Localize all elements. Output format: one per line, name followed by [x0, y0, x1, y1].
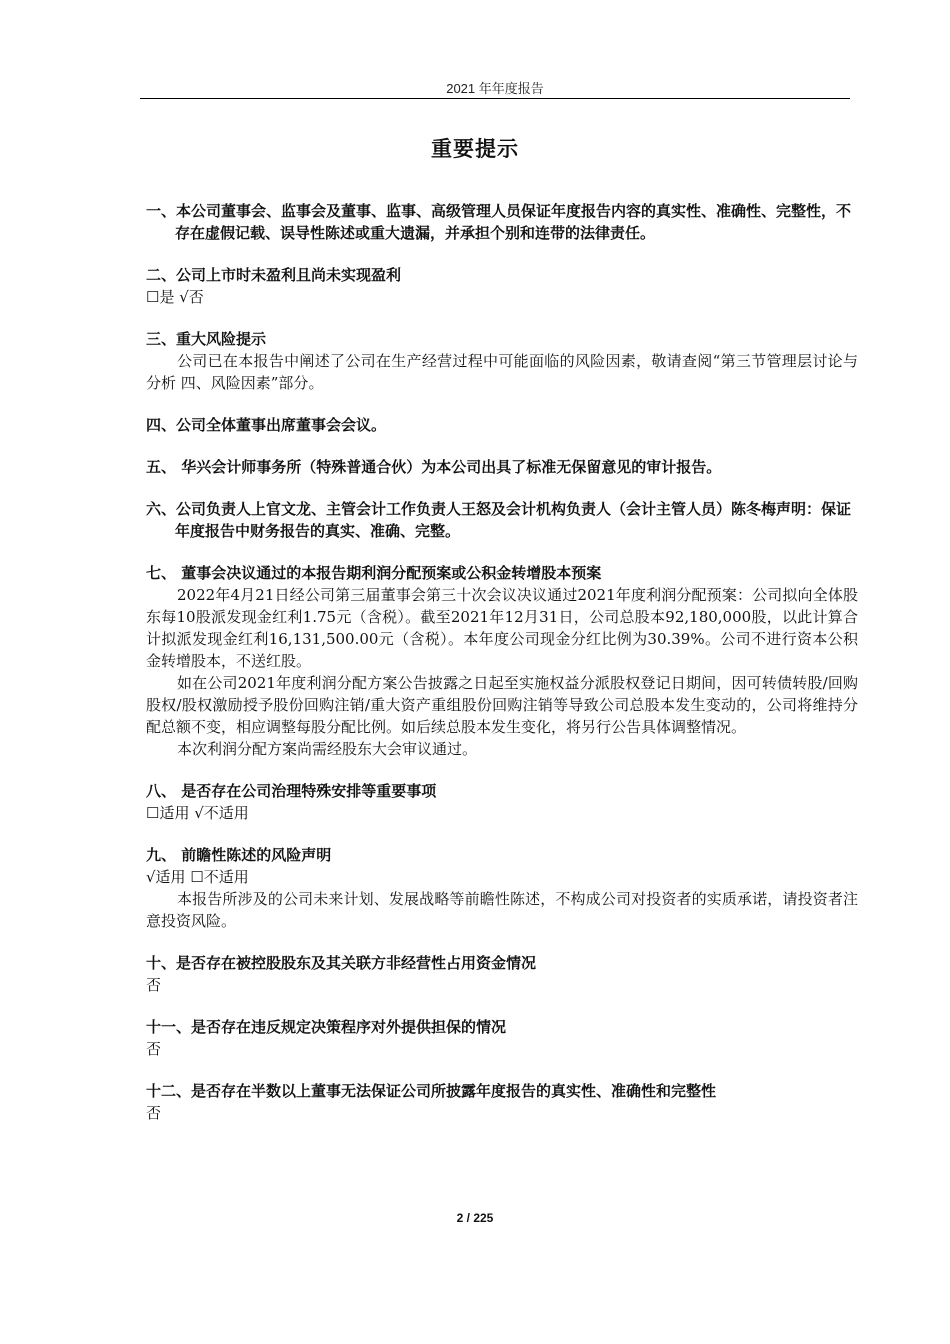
section-4-heading: 四、公司全体董事出席董事会会议。	[146, 416, 387, 434]
section-1	[146, 200, 858, 244]
section-6	[146, 498, 858, 542]
section-8	[146, 780, 858, 824]
running-header: 2021 年年度报告	[446, 81, 544, 96]
section-2-heading: 二、公司上市时未盈利且尚未实现盈利	[146, 266, 402, 284]
section-3	[146, 328, 858, 394]
section-8-heading: 八、 是否存在公司治理特殊安排等重要事项	[146, 782, 437, 800]
section-1-heading: 一、本公司董事会、监事会及董事、监事、高级管理人员保证年度报告内容的真实性、准确性、完整性，不存在虚假记载、误导性陈述或重大遗漏，并承担个别和连带的法律责任。	[146, 202, 852, 242]
section-7	[146, 562, 858, 760]
section-9-heading: 九、 前瞻性陈述的风险声明	[146, 846, 332, 864]
section-7-heading: 七、 董事会决议通过的本报告期利润分配预案或公积金转增股本预案	[146, 564, 602, 582]
section-12	[146, 1080, 858, 1124]
section-9-options: √适用 ☐不适用	[146, 868, 249, 886]
section-4	[146, 414, 858, 436]
section-3-heading: 三、重大风险提示	[146, 330, 267, 348]
section-10-heading: 十、是否存在被控股股东及其关联方非经营性占用资金情况	[146, 954, 537, 972]
section-9-paragraph: 本报告所涉及的公司未来计划、发展战略等前瞻性陈述，不构成公司对投资者的实质承诺，请投资者注意投资风险。	[146, 890, 858, 930]
section-9	[146, 844, 858, 932]
section-7-paragraph-1: 2022年4月21日经公司第三届董事会第三十次会议决议通过2021年度利润分配预案：公司拟向全体股东每10股派发现金红利1.75元（含税）。截至2021年12月31日，公司总股本92,180,000股，以此计算合计拟派发现金红利16,131,500.00元（含税）。本年度公司现金分红比例为30.39%。公司不进行资本公积金转增股本，不送红股。	[146, 586, 858, 670]
section-5	[146, 456, 858, 478]
section-5-heading: 五、 华兴会计师事务所（特殊普通合伙）为本公司出具了标准无保留意见的审计报告。	[146, 458, 722, 476]
section-11-heading: 十一、是否存在违反规定决策程序对外提供担保的情况	[146, 1018, 507, 1036]
section-7-paragraph-3: 本次利润分配方案尚需经股东大会审议通过。	[177, 740, 478, 758]
section-2-options: ☐是 √否	[146, 288, 204, 306]
section-7-paragraph-2: 如在公司2021年度利润分配方案公告披露之日起至实施权益分派股权登记日期间，因可转债转股/回购股权/股权激励授予股份回购注销/重大资产重组股份回购注销等导致公司总股本发生变动的，公司将维持分配总额不变，相应调整每股分配比例。如后续总股本发生变化，将另行公告具体调整情况。	[146, 674, 858, 736]
section-11-answer: 否	[146, 1040, 162, 1058]
section-3-paragraph: 公司已在本报告中阐述了公司在生产经营过程中可能面临的风险因素，敬请查阅“第三节管理层讨论与分析 四、风险因素”部分。	[146, 352, 858, 392]
section-6-heading: 六、公司负责人上官文龙、主管会计工作负责人王怒及会计机构负责人（会计主管人员）陈冬梅声明：保证年度报告中财务报告的真实、准确、完整。	[146, 500, 852, 540]
section-10-answer: 否	[146, 976, 162, 994]
section-8-options: ☐适用 √不适用	[146, 804, 249, 822]
header-rule	[140, 98, 850, 99]
section-12-heading: 十二、是否存在半数以上董事无法保证公司所披露年度报告的真实性、准确性和完整性	[146, 1082, 717, 1100]
section-2	[146, 264, 858, 308]
section-12-answer: 否	[146, 1104, 162, 1122]
page-number: 2 / 225	[456, 1211, 494, 1225]
section-10	[146, 952, 858, 996]
document-body	[146, 200, 858, 1144]
section-11	[146, 1016, 858, 1060]
page-title: 重要提示	[431, 136, 519, 161]
